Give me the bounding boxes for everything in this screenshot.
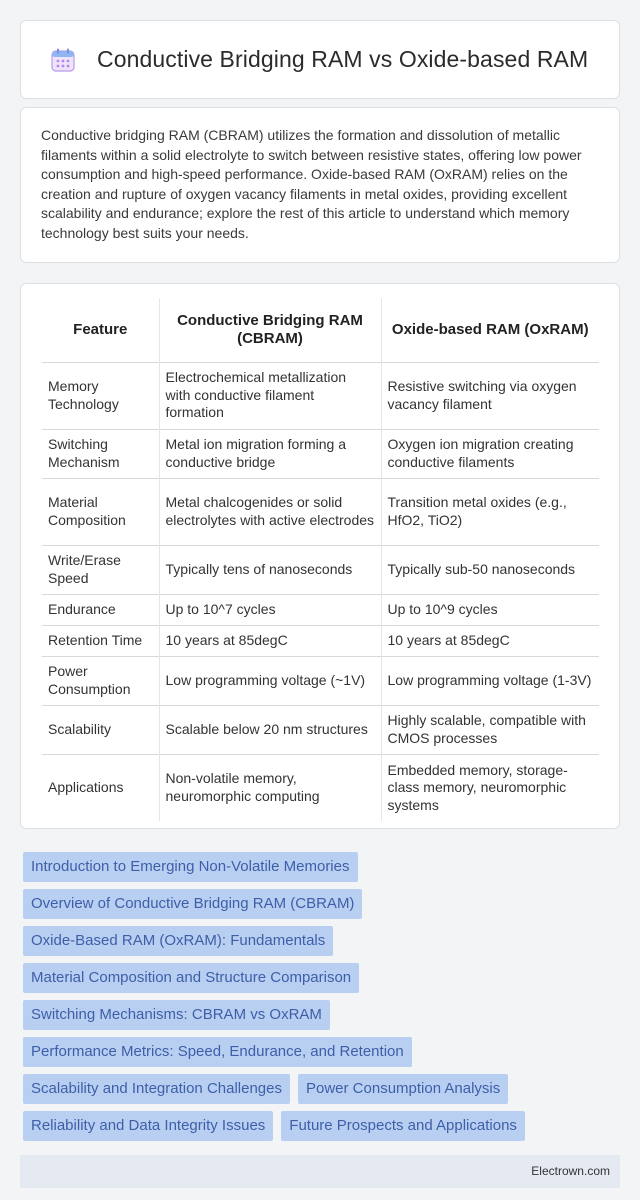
- table-cell: Low programming voltage (~1V): [159, 656, 381, 705]
- table-cell: Material Composition: [42, 478, 159, 545]
- toc-link[interactable]: Material Composition and Structure Comparison: [23, 963, 359, 993]
- comparison-table-card: [20, 283, 620, 829]
- table-row: [42, 594, 599, 625]
- page-title: Conductive Bridging RAM vs Oxide-based RAM: [97, 46, 589, 72]
- table-cell: Retention Time: [42, 625, 159, 656]
- table-cell: Resistive switching via oxygen vacancy filament: [381, 362, 599, 429]
- intro-card: [20, 107, 620, 263]
- page-header: [20, 20, 620, 99]
- intro-text: Conductive bridging RAM (CBRAM) utilizes the formation and dissolution of metallic filaments within a solid electrolyte to switch between resistive states, offering low power consumption and high-speed performance. Oxide-based RAM (OxRAM) relies on the creation and rupture of oxygen vacancy filaments in metal oxides, providing excellent scalability and endurance; explore the rest of this article to understand which memory technology best suits your needs.: [41, 127, 582, 241]
- table-row: [42, 362, 599, 429]
- table-cell: Oxygen ion migration creating conductive filaments: [381, 429, 599, 478]
- table-cell: Applications: [42, 754, 159, 821]
- table-cell: Endurance: [42, 594, 159, 625]
- table-cell: Metal ion migration forming a conductive bridge: [159, 429, 381, 478]
- table-row: [42, 656, 599, 705]
- table-header-row: [42, 298, 599, 362]
- header-cbram: Conductive Bridging RAM (CBRAM): [159, 298, 381, 362]
- table-cell: Up to 10^7 cycles: [159, 594, 381, 625]
- toc-link[interactable]: Performance Metrics: Speed, Endurance, and Retention: [23, 1037, 412, 1067]
- table-row: [42, 625, 599, 656]
- table-row: [42, 478, 599, 545]
- table-cell: Non-volatile memory, neuromorphic computing: [159, 754, 381, 821]
- table-cell: Embedded memory, storage-class memory, neuromorphic systems: [381, 754, 599, 821]
- table-cell: Typically tens of nanoseconds: [159, 545, 381, 594]
- toc-link[interactable]: Introduction to Emerging Non-Volatile Memories: [23, 852, 358, 882]
- toc-link[interactable]: Scalability and Integration Challenges: [23, 1074, 290, 1104]
- table-cell: Electrochemical metallization with conductive filament formation: [159, 362, 381, 429]
- table-cell: 10 years at 85degC: [159, 625, 381, 656]
- toc-row: [23, 852, 623, 882]
- comparison-table: [42, 298, 599, 821]
- table-cell: Memory Technology: [42, 362, 159, 429]
- table-cell: Write/Erase Speed: [42, 545, 159, 594]
- table-cell: Scalable below 20 nm structures: [159, 705, 381, 754]
- table-cell: Metal chalcogenides or solid electrolytes with active electrodes: [159, 478, 381, 545]
- toc-link[interactable]: Power Consumption Analysis: [298, 1074, 508, 1104]
- table-cell: Transition metal oxides (e.g., HfO2, TiO2): [381, 478, 599, 545]
- header-feature: Feature: [73, 320, 128, 338]
- page-footer: [20, 1155, 620, 1188]
- table-cell: Low programming voltage (1-3V): [381, 656, 599, 705]
- table-cell: Switching Mechanism: [42, 429, 159, 478]
- toc-link[interactable]: Oxide-Based RAM (OxRAM): Fundamentals: [23, 926, 333, 956]
- table-row: [42, 754, 599, 821]
- header-oxram: Oxide-based RAM (OxRAM): [381, 298, 599, 362]
- table-of-contents: [23, 852, 623, 1148]
- table-row: [42, 705, 599, 754]
- toc-row: [23, 1074, 623, 1104]
- toc-row: [23, 963, 623, 993]
- table-cell: Highly scalable, compatible with CMOS processes: [381, 705, 599, 754]
- toc-link[interactable]: Reliability and Data Integrity Issues: [23, 1111, 273, 1141]
- footer-brand: Electrown.com: [531, 1164, 610, 1178]
- toc-row: [23, 1037, 623, 1067]
- table-row: [42, 545, 599, 594]
- table-cell: Scalability: [42, 705, 159, 754]
- toc-row: [23, 1000, 623, 1030]
- toc-link[interactable]: Switching Mechanisms: CBRAM vs OxRAM: [23, 1000, 330, 1030]
- toc-row: [23, 1111, 623, 1141]
- table-cell: 10 years at 85degC: [381, 625, 599, 656]
- toc-link[interactable]: Future Prospects and Applications: [281, 1111, 525, 1141]
- toc-row: [23, 926, 623, 956]
- table-cell: Typically sub-50 nanoseconds: [381, 545, 599, 594]
- toc-row: [23, 889, 623, 919]
- toc-link[interactable]: Overview of Conductive Bridging RAM (CBRAM): [23, 889, 362, 919]
- table-cell: Power Consumption: [42, 656, 159, 705]
- table-row: [42, 429, 599, 478]
- table-cell: Up to 10^9 cycles: [381, 594, 599, 625]
- calendar-grid-icon: [49, 46, 77, 74]
